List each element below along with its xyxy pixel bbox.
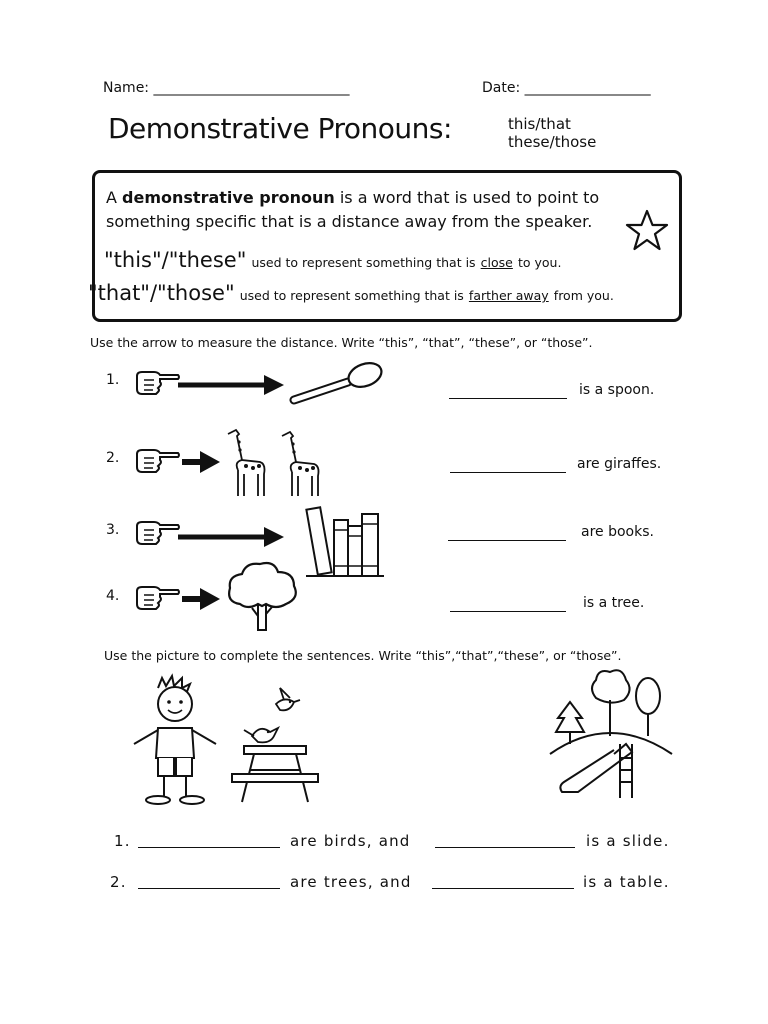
answer-blank[interactable] — [450, 472, 566, 473]
answer-blank[interactable] — [138, 888, 280, 889]
item-number: 4. — [106, 588, 120, 604]
definition-article: A — [106, 188, 117, 207]
answer-blank[interactable] — [450, 611, 566, 612]
answer-blank[interactable] — [435, 847, 575, 848]
item-text: are books. — [581, 524, 654, 540]
item-text: is a tree. — [583, 595, 645, 611]
item-text: is a spoon. — [579, 382, 655, 398]
short-arrow-icon — [182, 450, 222, 474]
bird-flying-icon — [270, 686, 302, 718]
item-number: 2. — [106, 450, 120, 466]
section1-instruction: Use the arrow to measure the distance. Write “this”, “that”, “these”, or “those”. — [90, 335, 593, 350]
this-these-row — [104, 248, 561, 272]
long-arrow-icon — [178, 372, 288, 398]
boy-icon — [128, 676, 222, 808]
sentence-mid: are birds, and — [290, 832, 411, 850]
sentence-number: 2. — [110, 873, 127, 891]
definition-line1 — [106, 186, 626, 210]
answer-blank[interactable] — [138, 847, 280, 848]
park-slide-icon — [548, 662, 674, 802]
definition-term: demonstrative pronoun — [122, 188, 335, 207]
pointing-hand-icon — [134, 583, 180, 613]
definition-rest: is a word that is used to point to — [339, 188, 600, 207]
answer-blank[interactable] — [449, 398, 567, 399]
star-icon — [624, 208, 670, 254]
answer-blank[interactable] — [448, 540, 566, 541]
picnic-table-icon — [230, 716, 320, 806]
close-word: close — [480, 255, 513, 270]
item-text: are giraffes. — [577, 456, 662, 472]
sentence-mid: are trees, and — [290, 873, 412, 891]
page-title: Demonstrative Pronouns: — [108, 112, 452, 145]
title-subtitle-line1: this/that — [508, 115, 571, 133]
title-subtitle-line2: these/those — [508, 133, 597, 151]
giraffes-icon — [222, 424, 334, 500]
that-those-desc-end: from you. — [553, 288, 614, 303]
short-arrow-icon — [182, 587, 222, 611]
date-field-label: Date: __________________ — [482, 80, 651, 96]
sentence-end: is a slide. — [586, 832, 670, 850]
section2-instruction: Use the picture to complete the sentences. Write “this”,“that”,“these”, or “those”. — [104, 648, 622, 663]
spoon-icon — [290, 360, 386, 410]
item-number: 3. — [106, 522, 120, 538]
sentence-number: 1. — [114, 832, 131, 850]
this-these-term: "this"/"these" — [104, 248, 247, 272]
sentence-end: is a table. — [583, 873, 670, 891]
answer-blank[interactable] — [432, 888, 574, 889]
this-these-desc-end: to you. — [517, 255, 562, 270]
long-arrow-icon — [178, 524, 288, 550]
farther-away-word: farther away — [468, 288, 549, 303]
that-those-term: "that"/"those" — [88, 281, 235, 305]
this-these-desc: used to represent something that is — [251, 255, 476, 270]
tree-icon — [224, 560, 300, 632]
name-field-label: Name: ____________________________ — [103, 80, 350, 96]
pointing-hand-icon — [134, 518, 180, 548]
books-icon — [304, 502, 386, 578]
that-those-desc: used to represent something that is — [239, 288, 464, 303]
pointing-hand-icon — [134, 368, 180, 398]
pointing-hand-icon — [134, 446, 180, 476]
definition-line2: something specific that is a distance away from the speaker. — [106, 212, 593, 231]
that-those-row — [88, 281, 614, 305]
item-number: 1. — [106, 372, 120, 388]
